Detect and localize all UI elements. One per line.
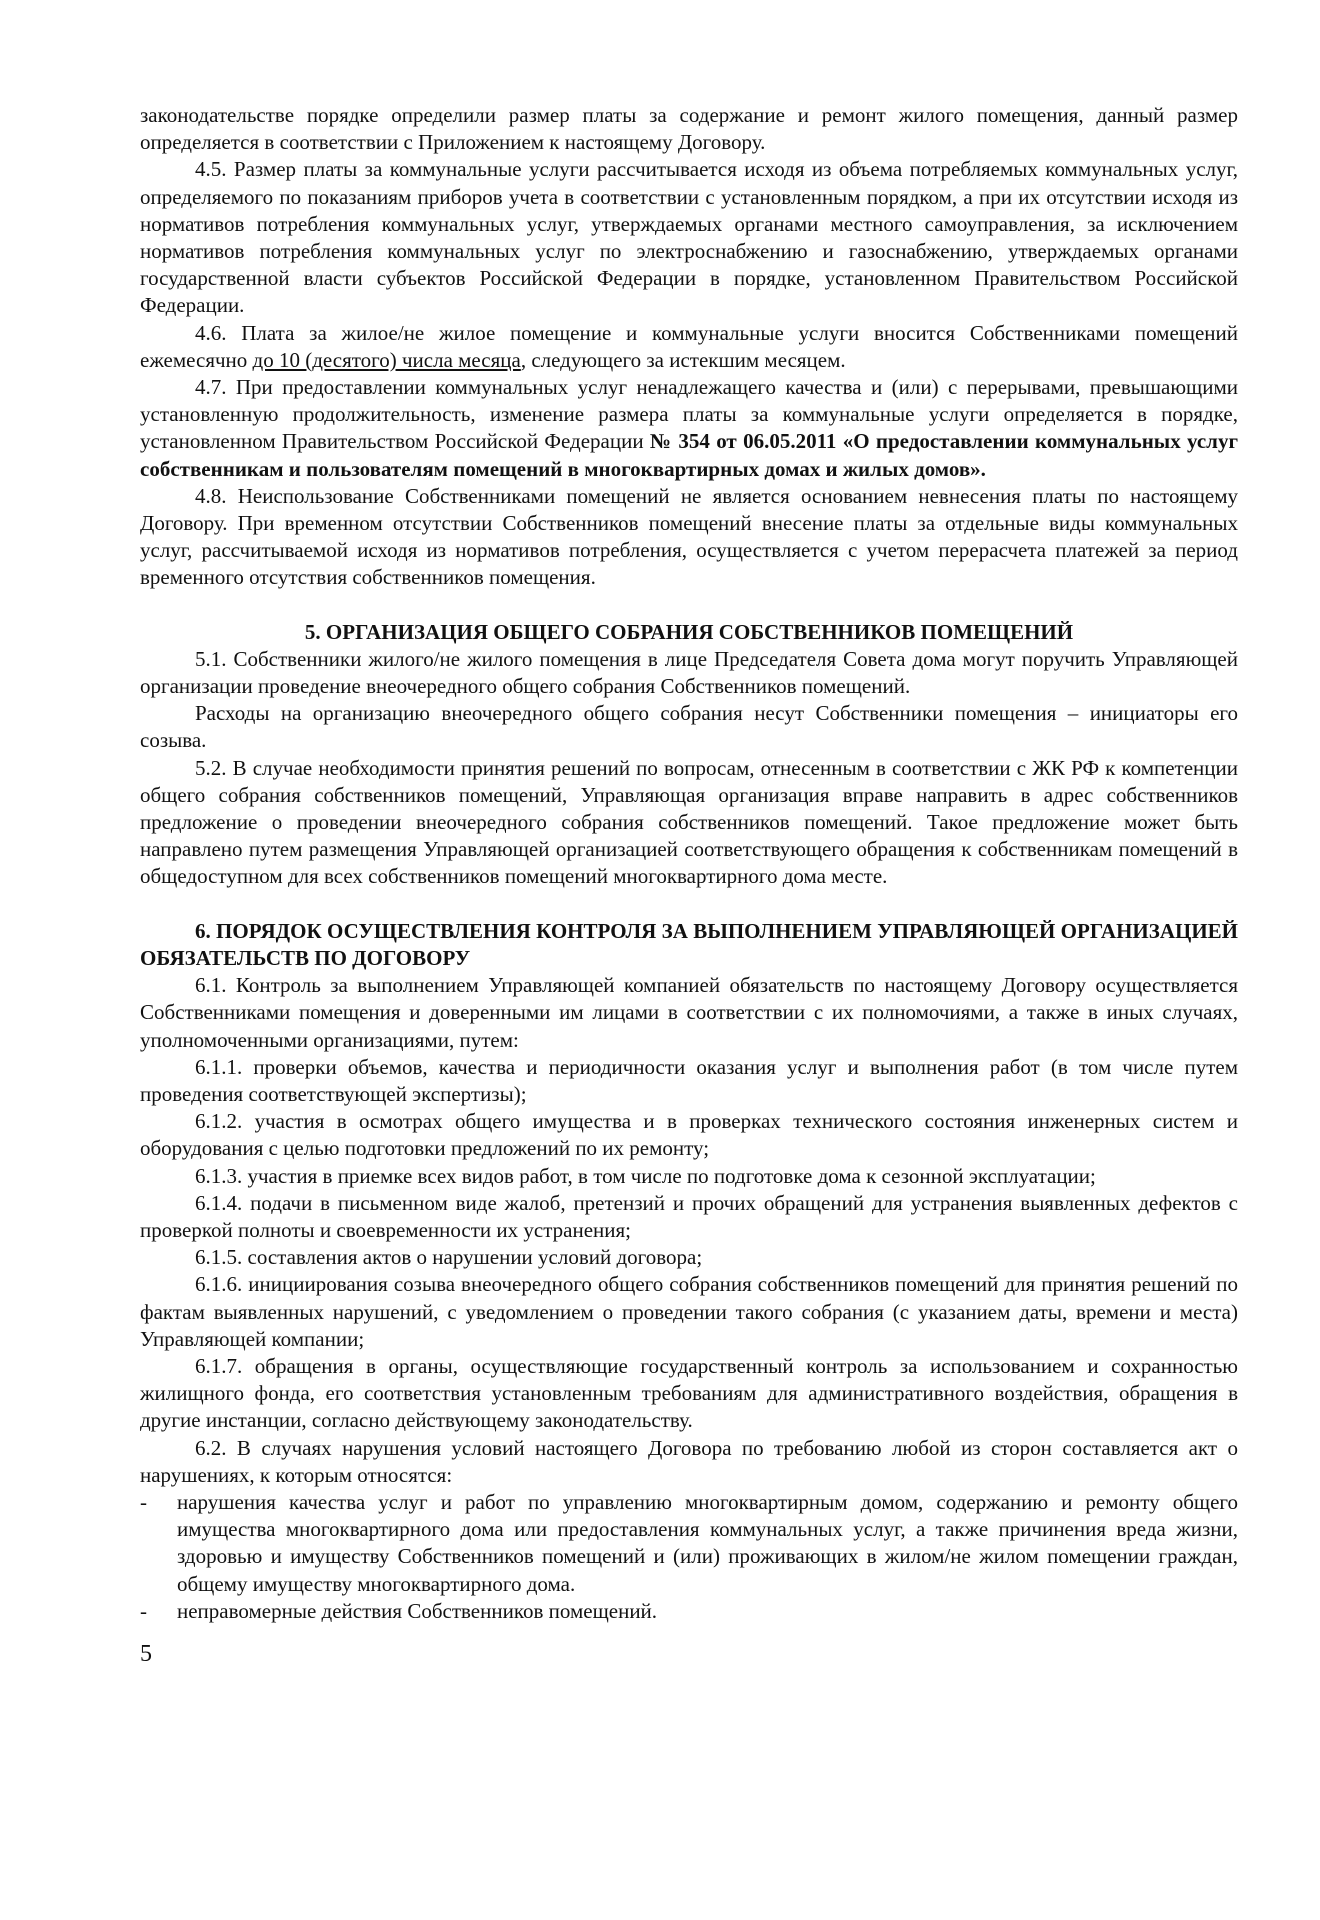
- payment-deadline-underlined: до 10 (десятого) числа месяца: [252, 347, 521, 372]
- paragraph-6-1-7: 6.1.7. обращения в органы, осуществляющие государственный контроль за использованием и сохранностью жилищного фонда, его соответствия установленным требованиям для административного воздействия, обращения в другие инстанции, согласно действующему законодательству.: [140, 1353, 1238, 1433]
- paragraph-4-8: 4.8. Неиспользование Собственниками помещений не является основанием невнесения платы по настоящему Договору. При временном отсутствии Собственников помещений внесение платы за отдельные виды коммунальных услуг, рассчитываемой исходя из нормативов потребления, осуществляется с учетом перерасчета платежей за период временного отсутствия собственников помещения.: [140, 483, 1238, 590]
- paragraph-6-1-1: 6.1.1. проверки объемов, качества и периодичности оказания услуг и выполнения работ (в том числе путем проведения соответствующей экспертизы);: [140, 1054, 1238, 1106]
- section-6-heading: 6. ПОРЯДОК ОСУЩЕСТВЛЕНИЯ КОНТРОЛЯ ЗА ВЫПОЛНЕНИЕМ УПРАВЛЯЮЩЕЙ ОРГАНИЗАЦИЕЙ ОБЯЗАТЕЛЬСТВ ПО ДОГОВОРУ: [140, 918, 1238, 970]
- list-item-text: неправомерные действия Собственников помещений.: [177, 1598, 658, 1623]
- list-item-text: нарушения качества услуг и работ по управлению многоквартирным домом, содержанию и ремонту общего имущества многоквартирного дома или предоставления коммунальных услуг, а также причинения вреда жизни, здоровью и имуществу Собственников помещений и (или) проживающих в жилом/не жилом помещении граждан, общему имуществу многоквартирного дома.: [177, 1489, 1238, 1596]
- list-item: [140, 1489, 1238, 1598]
- paragraph-6-1: 6.1. Контроль за выполнением Управляющей компанией обязательств по настоящему Договору осуществляется Собственниками помещения и доверенными им лицами в соответствии с их полномочиями, а также в иных случаях, уполномоченными организациями, путем:: [140, 973, 1238, 1052]
- section-5-heading: 5. ОРГАНИЗАЦИЯ ОБЩЕГО СОБРАНИЯ СОБСТВЕННИКОВ ПОМЕЩЕНИЙ: [304, 619, 1074, 644]
- regulation-reference-bold: № 354 от 06.05.2011 «О предоставлении коммунальных услуг собственникам и пользователям помещений в многоквартирных домах и жилых домов».: [140, 429, 1238, 481]
- paragraph-4-6-text-b: , следующего за истекшим месяцем.: [520, 347, 846, 372]
- paragraph-5-1: 5.1. Собственники жилого/не жилого помещения в лице Председателя Совета дома могут поручить Управляющей организации проведение внеочередного общего собрания Собственников помещений.: [140, 646, 1238, 699]
- paragraph-4-6-text-a: 4.6. Плата за жилое/не жилое помещение и коммунальные услуги вносится Собственниками помещений ежемесячно: [140, 320, 1238, 372]
- document-page: [140, 102, 1238, 1668]
- paragraph-4-7-text: 4.7. При предоставлении коммунальных услуг ненадлежащего качества и (или) с перерывами, превышающими установленную продолжительность, изменение размера платы за коммунальные услуги определяется в порядке, установленном Правительством Российской Федерации: [140, 375, 1238, 454]
- dash-marker: -: [140, 1489, 147, 1514]
- paragraph-5-1-expenses: Расходы на организацию внеочередного общего собрания несут Собственники помещения – инициаторы его созыва.: [140, 701, 1238, 753]
- list-item: [140, 1598, 1238, 1625]
- paragraph-6-1-5: 6.1.5. составления актов о нарушении условий договора;: [195, 1245, 703, 1270]
- paragraph-6-1-3: 6.1.3. участия в приемке всех видов работ, в том числе по подготовке дома к сезонной эксплуатации;: [195, 1163, 1096, 1188]
- paragraph-4-6: [140, 320, 1238, 374]
- page-number: 5: [140, 1640, 152, 1667]
- paragraph-5-2: 5.2. В случае необходимости принятия решений по вопросам, отнесенным в соответствии с ЖК РФ к компетенции общего собрания собственников помещений, Управляющая организация вправе направить в адрес собственников предложение о проведении внеочередного собрания собственников помещений. Такое предложение может быть направлено путем размещения Управляющей организацией соответствующего обращения к собственникам помещений в общедоступном для всех собственников помещений многоквартирного дома месте.: [140, 755, 1238, 889]
- paragraph-4-4-continuation: законодательстве порядке определили размер платы за содержание и ремонт жилого помещения, данный размер определяется в соответствии с Приложением к настоящему Договору.: [140, 103, 1238, 155]
- paragraph-6-1-2: 6.1.2. участия в осмотрах общего имущества и в проверках технического состояния инженерных систем и оборудования с целью подготовки предложений по их ремонту;: [140, 1109, 1238, 1161]
- paragraph-4-7: [140, 374, 1238, 483]
- dash-marker: -: [140, 1598, 147, 1623]
- paragraph-6-1-4: 6.1.4. подачи в письменном виде жалоб, претензий и прочих обращений для устранения выявленных дефектов с проверкой полноты и своевременности их устранения;: [140, 1190, 1238, 1242]
- paragraph-6-1-6: 6.1.6. инициирования созыва внеочередного общего собрания собственников помещений для принятия решений по фактам выявленных нарушений, с уведомлением о проведении такого собрания (с указанием даты, времени и места) Управляющей компании;: [140, 1272, 1238, 1351]
- paragraph-4-5: 4.5. Размер платы за коммунальные услуги рассчитывается исходя из объема потребляемых коммунальных услуг, определяемого по показаниям приборов учета в соответствии с установленным порядком, а при их отсутствии исходя из нормативов потребления коммунальных услуг, утверждаемых органами местного самоуправления, за исключением нормативов потребления коммунальных услуг по электроснабжению и газоснабжению, утверждаемых органами государственной власти субъектов Российской Федерации в порядке, установленном Правительством Российской Федерации.: [140, 157, 1238, 318]
- paragraph-6-2: 6.2. В случаях нарушения условий настоящего Договора по требованию любой из сторон составляется акт о нарушениях, к которым относятся:: [140, 1435, 1238, 1487]
